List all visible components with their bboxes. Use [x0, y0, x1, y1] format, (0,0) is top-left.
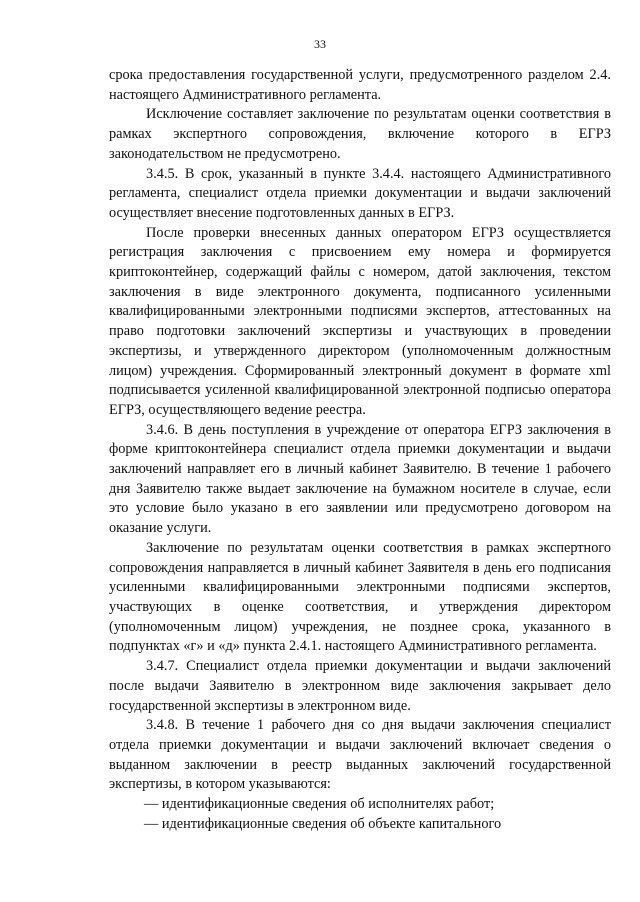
page-number: 33: [314, 37, 326, 51]
paragraph: Исключение составляет заключение по результатам оценки соответствия в рамках экспертного сопровождения, включение которого в ЕГРЗ законодательством не предусмотрено.: [109, 106, 611, 162]
paragraph: 3.4.7. Специалист отдела приемки документации и выдачи заключений после выдачи Заявителю в электронном виде заключения закрывает дело государственной экспертизы в электронном виде.: [109, 658, 611, 714]
paragraph: 3.4.6. В день поступления в учреждение от оператора ЕГРЗ заключения в форме криптоконтейнера специалист отдела приемки документации и выдачи заключений направляет его в личный кабинет Заявителю. В течение 1 рабочего дня Заявителю также выдает заключение на бумажном носителе в случае, если это условие было указано в его заявлении или предусмотрено договором на оказание услуги.: [109, 421, 611, 537]
list-item: — идентификационные сведения об исполнителях работ;: [144, 796, 495, 813]
paragraph: Заключение по результатам оценки соответствия в рамках экспертного сопровождения направляется в личный кабинет Заявителя в день его подписания усиленными квалифицированными электронными подписями экспертов, участвующих в оценке соответствия, и утверждения директором (уполномоченным лицом) учреждения, не позднее срока, указанного в подпунктах «г» и «д» пункта 2.4.1. настоящего Административного регламента.: [109, 539, 611, 655]
paragraph: 3.4.8. В течение 1 рабочего дня со дня выдачи заключения специалист отдела приемки документации и выдачи заключений включает сведения о выданном заключении в реестр выданных заключений государственной экспертизы, в котором указываются:: [109, 717, 611, 793]
paragraph: 3.4.5. В срок, указанный в пункте 3.4.4. настоящего Административного регламента, специалист отдела приемки документации и выдачи заключений осуществляет внесение подготовленных данных в ЕГРЗ.: [109, 165, 611, 221]
document-body: [109, 66, 611, 834]
paragraph: После проверки внесенных данных оператором ЕГРЗ осуществляется регистрация заключения с присвоением ему номера и формируется криптоконтейнер, содержащий файлы с номером, датой заключения, текстом заключения в виде электронного документа, подписанного усиленными квалифицированными электронными подписями экспертов, аттестованных на право подготовки заключений экспертизы и участвующих в проведении экспертизы, и утвержденного директором (уполномоченным должностным лицом) учреждения. Сформированный электронный документ в формате xml подписывается усиленной квалифицированной электронной подписью оператора ЕГРЗ, осуществляющего ведение реестра.: [109, 224, 611, 418]
paragraph: срока предоставления государственной услуги, предусмотренного разделом 2.4. настоящего Административного регламента.: [109, 67, 611, 103]
list-item: — идентификационные сведения об объекте капитального: [144, 815, 502, 832]
